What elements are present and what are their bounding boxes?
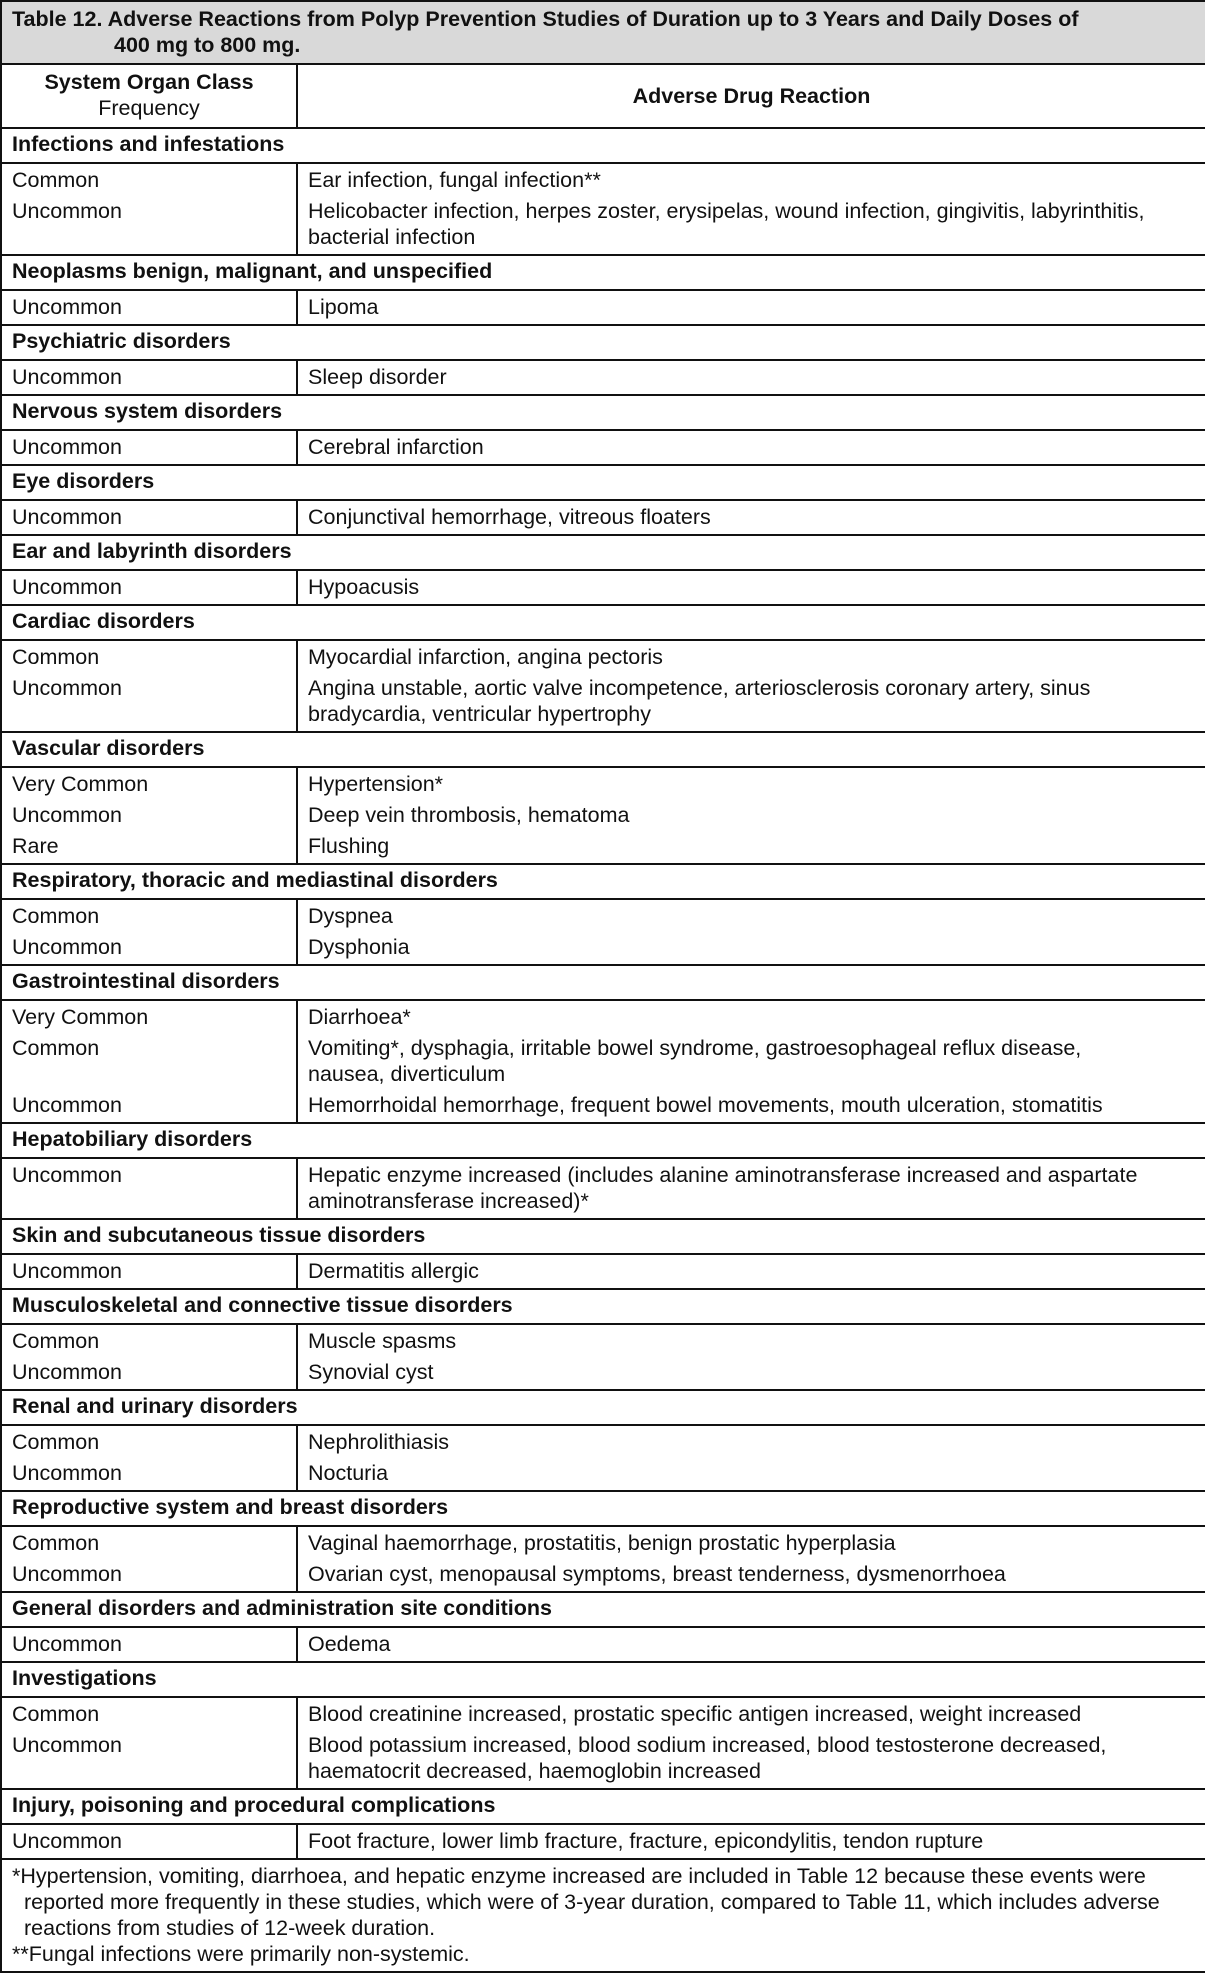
section-title: Psychiatric disorders <box>1 325 1205 360</box>
reaction-entry <box>308 1561 1195 1587</box>
frequency-entry <box>12 1828 286 1854</box>
section-header-row <box>1 465 1205 500</box>
reaction-entry <box>308 364 1195 390</box>
frequency-spacer <box>12 1061 286 1087</box>
reaction-text: Flushing <box>308 834 390 858</box>
section-body-row <box>1 1254 1205 1289</box>
reaction-entry <box>308 574 1195 600</box>
column-header-row <box>1 64 1205 128</box>
reaction-text: Vomiting*, dysphagia, irritable bowel syndrome, gastroesophageal reflux disease, <box>308 1036 1082 1060</box>
section-body-row <box>1 1000 1205 1123</box>
frequency-label: Uncommon <box>12 1829 122 1853</box>
column-header-adverse-drug-reaction: Adverse Drug Reaction <box>297 64 1205 128</box>
column-header-system-organ-class <box>1 64 297 128</box>
frequency-entry <box>12 1004 286 1030</box>
frequency-label: Uncommon <box>12 1632 122 1656</box>
frequency-entry <box>12 1701 286 1727</box>
reaction-entry <box>308 1460 1195 1486</box>
reaction-text: bacterial infection <box>308 225 476 249</box>
section-title: Nervous system disorders <box>1 395 1205 430</box>
reaction-entry <box>308 833 1195 859</box>
section-header-row <box>1 864 1205 899</box>
frequency-entry <box>12 1258 286 1284</box>
frequency-entry <box>12 1530 286 1556</box>
reaction-entry <box>308 1359 1195 1385</box>
reaction-text: Deep vein thrombosis, hematoma <box>308 803 630 827</box>
reaction-entry <box>308 771 1195 797</box>
section-title: Investigations <box>1 1662 1205 1697</box>
reaction-text: Helicobacter infection, herpes zoster, erysipelas, wound infection, gingivitis, labyrinthitis, <box>308 199 1145 223</box>
section-title: General disorders and administration site conditions <box>1 1592 1205 1627</box>
frequency-entry <box>12 1035 286 1087</box>
reaction-text: Nocturia <box>308 1461 389 1485</box>
reaction-entry <box>308 198 1195 250</box>
reaction-entry <box>308 1732 1195 1784</box>
frequency-entry <box>12 833 286 859</box>
frequency-cell <box>1 1324 297 1390</box>
section-title: Reproductive system and breast disorders <box>1 1491 1205 1526</box>
section-header-row <box>1 535 1205 570</box>
section-title: Infections and infestations <box>1 128 1205 163</box>
title-row <box>1 1 1205 64</box>
reaction-cell <box>297 767 1205 864</box>
section-body-row <box>1 1697 1205 1789</box>
section-title: Respiratory, thoracic and mediastinal disorders <box>1 864 1205 899</box>
reaction-entry <box>308 1429 1195 1455</box>
reaction-cell <box>297 1425 1205 1491</box>
reaction-entry <box>308 434 1195 460</box>
frequency-label: Common <box>12 645 100 669</box>
frequency-entry <box>12 802 286 828</box>
section-header-row <box>1 1491 1205 1526</box>
frequency-label: Very Common <box>12 772 149 796</box>
reaction-entry <box>308 903 1195 929</box>
section-body-row <box>1 1627 1205 1662</box>
frequency-entry <box>12 934 286 960</box>
section-title: Cardiac disorders <box>1 605 1205 640</box>
reaction-entry <box>308 504 1195 530</box>
frequency-cell <box>1 1526 297 1592</box>
reaction-text: Dyspnea <box>308 904 393 928</box>
frequency-entry <box>12 198 286 250</box>
reaction-entry <box>308 1530 1195 1556</box>
section-body-row <box>1 430 1205 465</box>
frequency-entry <box>12 1359 286 1385</box>
frequency-label: Uncommon <box>12 1461 122 1485</box>
section-body-row <box>1 1526 1205 1592</box>
frequency-cell <box>1 767 297 864</box>
table-title-line-2: 400 mg to 800 mg. <box>114 33 301 57</box>
reaction-cell <box>297 500 1205 535</box>
reaction-text: Blood potassium increased, blood sodium increased, blood testosterone decreased, <box>308 1733 1107 1757</box>
reaction-text: Diarrhoea* <box>308 1005 411 1029</box>
frequency-entry <box>12 294 286 320</box>
reaction-text: Hemorrhoidal hemorrhage, frequent bowel movements, mouth ulceration, stomatitis <box>308 1093 1103 1117</box>
frequency-label: Common <box>12 1036 100 1060</box>
frequency-entry <box>12 1732 286 1784</box>
section-title: Renal and urinary disorders <box>1 1390 1205 1425</box>
reaction-cell <box>297 1000 1205 1123</box>
reaction-cell <box>297 640 1205 732</box>
reaction-entry <box>308 1258 1195 1284</box>
section-title: Hepatobiliary disorders <box>1 1123 1205 1158</box>
footnotes <box>1 1859 1205 1972</box>
reaction-text: Oedema <box>308 1632 391 1656</box>
section-body-row <box>1 1324 1205 1390</box>
section-header-row <box>1 1390 1205 1425</box>
reaction-text: Muscle spasms <box>308 1329 457 1353</box>
frequency-cell <box>1 1000 297 1123</box>
frequency-entry <box>12 434 286 460</box>
section-body-row <box>1 1824 1205 1859</box>
frequency-label: Uncommon <box>12 365 122 389</box>
reaction-text: Dysphonia <box>308 935 410 959</box>
frequency-label: Uncommon <box>12 575 122 599</box>
reaction-cell <box>297 1254 1205 1289</box>
reaction-text: Conjunctival hemorrhage, vitreous floaters <box>308 505 711 529</box>
section-header-row <box>1 1289 1205 1324</box>
reaction-text: Hypoacusis <box>308 575 420 599</box>
frequency-label: Uncommon <box>12 295 122 319</box>
section-body-row <box>1 1158 1205 1219</box>
frequency-entry <box>12 1561 286 1587</box>
frequency-spacer <box>12 224 286 250</box>
footnote-text: **Fungal infections were primarily non-systemic. <box>12 1942 470 1966</box>
reaction-cell <box>297 360 1205 395</box>
frequency-entry <box>12 771 286 797</box>
reaction-text: Sleep disorder <box>308 365 447 389</box>
reaction-entry <box>308 1035 1195 1087</box>
section-title: Eye disorders <box>1 465 1205 500</box>
reaction-entry <box>308 1004 1195 1030</box>
frequency-spacer <box>12 1758 286 1784</box>
frequency-label: Rare <box>12 834 59 858</box>
frequency-label: Uncommon <box>12 803 122 827</box>
reaction-text: Nephrolithiasis <box>308 1430 450 1454</box>
section-header-row <box>1 1592 1205 1627</box>
section-body-row <box>1 899 1205 965</box>
frequency-cell <box>1 163 297 255</box>
frequency-entry <box>12 574 286 600</box>
reaction-cell <box>297 1824 1205 1859</box>
section-header-row <box>1 255 1205 290</box>
frequency-label: Uncommon <box>12 435 122 459</box>
section-title: Musculoskeletal and connective tissue disorders <box>1 1289 1205 1324</box>
frequency-spacer <box>12 701 286 727</box>
frequency-label: Common <box>12 1430 100 1454</box>
frequency-entry <box>12 364 286 390</box>
table-title-line-1: Table 12. Adverse Reactions from Polyp Prevention Studies of Duration up to 3 Years and Daily Doses of <box>12 7 1079 31</box>
reaction-text: Myocardial infarction, angina pectoris <box>308 645 663 669</box>
reaction-text: Hepatic enzyme increased (includes alanine aminotransferase increased and aspartate <box>308 1163 1138 1187</box>
reaction-cell <box>297 1697 1205 1789</box>
frequency-label: Uncommon <box>12 1163 122 1187</box>
frequency-label: Uncommon <box>12 1733 122 1757</box>
reaction-cell <box>297 1526 1205 1592</box>
reaction-text: Vaginal haemorrhage, prostatitis, benign prostatic hyperplasia <box>308 1531 896 1555</box>
reaction-entry <box>308 167 1195 193</box>
reaction-entry <box>308 1092 1195 1118</box>
frequency-entry <box>12 644 286 670</box>
reaction-entry <box>308 1828 1195 1854</box>
frequency-entry <box>12 167 286 193</box>
reaction-entry <box>308 294 1195 320</box>
section-header-row <box>1 1662 1205 1697</box>
frequency-spacer <box>12 1188 286 1214</box>
reaction-entry <box>308 934 1195 960</box>
section-header-row <box>1 128 1205 163</box>
frequency-cell <box>1 290 297 325</box>
reaction-cell <box>297 570 1205 605</box>
frequency-entry <box>12 1631 286 1657</box>
reaction-cell <box>297 899 1205 965</box>
section-body-row <box>1 290 1205 325</box>
reaction-entry <box>308 1328 1195 1354</box>
section-header-row <box>1 1123 1205 1158</box>
frequency-label: Common <box>12 1531 100 1555</box>
frequency-label: Uncommon <box>12 1360 122 1384</box>
frequency-entry <box>12 1429 286 1455</box>
section-title: Vascular disorders <box>1 732 1205 767</box>
table-body <box>1 1 1205 1972</box>
section-body-row <box>1 767 1205 864</box>
reaction-text: Foot fracture, lower limb fracture, fracture, epicondylitis, tendon rupture <box>308 1829 984 1853</box>
section-header-row <box>1 395 1205 430</box>
frequency-cell <box>1 570 297 605</box>
reaction-text: Angina unstable, aortic valve incompetence, arteriosclerosis coronary artery, sinus <box>308 676 1091 700</box>
frequency-label: Uncommon <box>12 1093 122 1117</box>
section-header-row <box>1 325 1205 360</box>
reaction-cell <box>297 430 1205 465</box>
frequency-cell <box>1 1254 297 1289</box>
reaction-cell <box>297 290 1205 325</box>
reaction-entry <box>308 644 1195 670</box>
frequency-entry <box>12 504 286 530</box>
column-header-soc-label: System Organ Class <box>44 70 254 94</box>
reaction-text: Dermatitis allergic <box>308 1259 479 1283</box>
section-header-row <box>1 732 1205 767</box>
reaction-text: Blood creatinine increased, prostatic specific antigen increased, weight increased <box>308 1702 1082 1726</box>
reaction-entry <box>308 675 1195 727</box>
frequency-label: Uncommon <box>12 676 122 700</box>
frequency-cell <box>1 1627 297 1662</box>
frequency-cell <box>1 1425 297 1491</box>
frequency-label: Common <box>12 1329 100 1353</box>
frequency-label: Uncommon <box>12 1259 122 1283</box>
section-body-row <box>1 570 1205 605</box>
frequency-cell <box>1 1824 297 1859</box>
frequency-entry <box>12 1162 286 1214</box>
frequency-entry <box>12 1092 286 1118</box>
frequency-cell <box>1 1158 297 1219</box>
section-body-row <box>1 360 1205 395</box>
frequency-label: Uncommon <box>12 505 122 529</box>
frequency-cell <box>1 640 297 732</box>
reaction-entry <box>308 1162 1195 1214</box>
reaction-cell <box>297 163 1205 255</box>
section-title: Skin and subcutaneous tissue disorders <box>1 1219 1205 1254</box>
frequency-label: Very Common <box>12 1005 149 1029</box>
reaction-text: Lipoma <box>308 295 379 319</box>
frequency-label: Common <box>12 168 100 192</box>
reaction-cell <box>297 1627 1205 1662</box>
section-title: Ear and labyrinth disorders <box>1 535 1205 570</box>
frequency-entry <box>12 1460 286 1486</box>
frequency-entry <box>12 903 286 929</box>
reaction-text: Cerebral infarction <box>308 435 484 459</box>
frequency-entry <box>12 1328 286 1354</box>
reaction-text: Ovarian cyst, menopausal symptoms, breast tenderness, dysmenorrhoea <box>308 1562 1006 1586</box>
reaction-text: Hypertension* <box>308 772 444 796</box>
frequency-cell <box>1 1697 297 1789</box>
section-title: Neoplasms benign, malignant, and unspecified <box>1 255 1205 290</box>
frequency-cell <box>1 500 297 535</box>
reaction-cell <box>297 1158 1205 1219</box>
frequency-label: Uncommon <box>12 199 122 223</box>
reaction-text: aminotransferase increased)* <box>308 1189 589 1213</box>
section-header-row <box>1 1219 1205 1254</box>
reaction-cell <box>297 1324 1205 1390</box>
section-body-row <box>1 500 1205 535</box>
section-title: Injury, poisoning and procedural complications <box>1 1789 1205 1824</box>
reaction-entry <box>308 1631 1195 1657</box>
footnote-row <box>1 1859 1205 1972</box>
frequency-label: Uncommon <box>12 935 122 959</box>
section-title: Gastrointestinal disorders <box>1 965 1205 1000</box>
reaction-entry <box>308 1701 1195 1727</box>
section-header-row <box>1 1789 1205 1824</box>
reaction-text: bradycardia, ventricular hypertrophy <box>308 702 651 726</box>
reaction-text: haematocrit decreased, haemoglobin increased <box>308 1759 761 1783</box>
section-header-row <box>1 965 1205 1000</box>
frequency-entry <box>12 675 286 727</box>
section-body-row <box>1 1425 1205 1491</box>
section-header-row <box>1 605 1205 640</box>
reaction-text: Synovial cyst <box>308 1360 434 1384</box>
reaction-text: Ear infection, fungal infection** <box>308 168 601 192</box>
frequency-cell <box>1 430 297 465</box>
frequency-label: Uncommon <box>12 1562 122 1586</box>
frequency-label: Common <box>12 904 100 928</box>
frequency-cell <box>1 360 297 395</box>
footnote-text: *Hypertension, vomiting, diarrhoea, and hepatic enzyme increased are included in Table 12 because these events were reported more frequently in these studies, which were of 3-year duration, compared to Table 11, which includes adverse reactions from studies of 12-week duration. <box>12 1864 1160 1940</box>
table-title <box>1 1 1205 64</box>
reaction-entry <box>308 802 1195 828</box>
reaction-text: nausea, diverticulum <box>308 1062 506 1086</box>
frequency-label: Common <box>12 1702 100 1726</box>
section-body-row <box>1 640 1205 732</box>
column-header-frequency-label: Frequency <box>98 96 200 120</box>
frequency-cell <box>1 899 297 965</box>
section-body-row <box>1 163 1205 255</box>
